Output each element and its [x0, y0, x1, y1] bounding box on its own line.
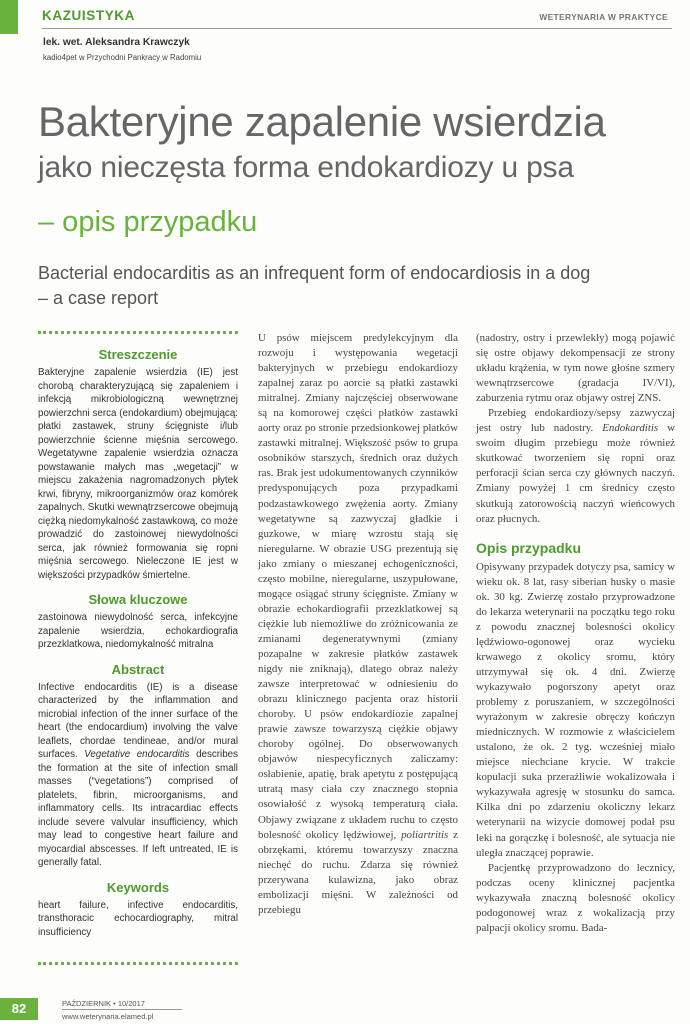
abstract-italic-term: Vegetative endocarditis: [84, 749, 190, 760]
column2-text: U psów miejscem predylekcyjnym dla rozwoju i występowania wegetacji bakteryjnych w przebiegu endokardiozy zapalnej zaraz po aorcie są płatki zastawki mitralnej. Zmiany najczęściej obserwowane są na komorowej części płatków zastawki aorty oraz po stronie przedsionkowej płatków zastawki mitralnej. Większość psów to grupa osobników starszych, średnich oraz dużych ras. Brak jest udokumentowanych czynników predysponujących poza przypadkami podzastawkowego zwężenia aorty. Zmiany wegetatywne są zazwyczaj gładkie i guzkowe, w miarę wzrostu stają się nieregularne. W obrazie USG prezentują się jako zmiany o mieszanej echogeniczności, często mobilne, nieregularne, uszypułowane, mogące osiągać struny ścięgniste. Zmiany w obrazie echokardiografii przezklatkowej są ciężkie lub niemożliwe do zróżnicowania ze zmianami degeneratywnymi (zmiany pozapalne w zakresie płatków zastawek nigdy nie zniknają), dlatego obraz należy zawsze interpretować w odniesieniu do obrazu klinicznego pacjenta oraz historii choroby. U psów endokardiozie zapalnej prawie zawsze towarzyszą ciężkie objawy choroby ogólnej. Do obserwowanych objawów niespecyficznych zaliczamy: osłabienie, apatię, brak apetytu z postępującą utratą masy ciała czy znacznego stopnia osowiałość z wysoką temperaturą ciała. Objawy związane z układem ruchu to często bolesność okolicy lędźwiowej,: [258, 332, 458, 841]
header-rule: [42, 28, 672, 29]
abstract-text-part2: describes the formation at the site of infection small masses (“vegetations”) comprised of platelets, fibrin, microorganisms, and inflammatory cells. Its intracardiac effects include severe valvular insufficiency, which may lead to congestive heart failure and myocardial abscesses. If left untreated, IE is generally fatal.: [38, 749, 238, 868]
dotted-divider: [38, 331, 238, 337]
keywords-pl-heading: Słowa kluczowe: [88, 592, 188, 607]
column3-paragraph-2: [476, 406, 675, 526]
abstract-heading: Abstract: [111, 661, 165, 677]
column2-paragraph: [258, 331, 458, 918]
author-affiliation: kadio4pet w Przychodni Pankracy w Radomiu: [43, 53, 202, 62]
keywords-en-text: heart failure, infective endocarditis, transthoracic echocardiography, mitral insufficiency: [38, 899, 238, 938]
green-edge-tab: [0, 0, 18, 34]
sidebar: [38, 331, 238, 939]
article-subtitle: jako nieczęsta forma endokardiozy u psa: [38, 151, 574, 184]
column2-text-after: z obrzękami, któremu towarzyszy znaczna niechęć do ruchu. Zdarza się również przerywana kulawizna, jako obraz embolizacji mięśni. W zależności od przebiegu: [258, 828, 458, 916]
keywords-pl-text: zastoinowa niewydolność serca, infekcyjne zapalenie wsierdzia, echokardiografia przezklatkowa, niedomykalność mitralna: [38, 612, 238, 650]
section-label: KAZUISTYKA: [42, 8, 135, 23]
column3-paragraph-4: Pacjentkę przyprowadzono do lecznicy, podczas oceny klinicznej pacjentka wykazywała znaczną bolesność okolicy podogonowej wraz z wokalizacją przy palpacji okolicy sromu. Bada-: [476, 861, 675, 934]
case-report-heading: Opis przypadku: [476, 539, 582, 556]
body-column-3: [476, 331, 675, 936]
footer-rule: [62, 1009, 182, 1010]
article-title: Bakteryjne zapalenie wsierdzia: [38, 98, 606, 145]
column3-paragraph-3: Opisywany przypadek dotyczy psa, samicy w wieku ok. 8 lat, rasy siberian husky o masie ok. 30 kg. Zwierzę zostało przyprowadzone do lekarza weterynarii na początku tego roku z powodu znacznej bolesności okolicy lędźwiowo-ogonowej oraz wycieku krwawego z okolicy sromu, który utrzymywał się ok. 4 dni. Zwierzę wykazywało pogorszony apetyt oraz problemy z poruszaniem, w szczególności wyrażonym w zakresie obręczy kończyn miednicznych. W rozmowie z właścicielem ustalono, że ok. 2 tyg. wcześniej miało miejsce niechciane krycie. W trakcie kopulacji suka przeraźliwie wokalizowała i wykazywała agresję w stosunku do samca. Kilka dni po zdarzeniu okoliczny lekarz weterynarii na wizycie domowej podał psu leki na gorączkę i bolesność, ale sytuacja nie uległa znaczącej poprawie.: [476, 560, 676, 859]
column2-italic-term: poliartritis: [401, 828, 449, 841]
para2-italic-term: Endokarditis: [602, 422, 659, 435]
summary-heading: Streszczenie: [98, 347, 178, 362]
page-number: 82: [11, 1001, 27, 1016]
footer-issue: PAŹDZIERNIK • 10/2017: [62, 999, 145, 1008]
para2-after: w swoim długim przebiegu może również skutkować tworzeniem się ropni oraz perforacji ścian serca czy głównych naczyń. Zmiany powyżej 1 cm średnicy często skutkują zatorowością naczyń wieńcowych oraz płucnych.: [476, 422, 675, 525]
english-title-line1: Bacterial endocarditis as an infrequent form of endocardiosis in a dog: [38, 263, 591, 283]
abstract-text: [38, 681, 238, 870]
abstract-text-part1: Infective endocarditis (IE) is a disease characterized by the inflammation and microbial infection of the inner surface of the heart (the endocardium) involving the valve leaflets, chordae tendineae, and/or mural surfaces.: [38, 681, 238, 760]
journal-name: WETERYNARIA W PRAKTYCE: [539, 12, 668, 22]
column3-paragraph-1: (nadostry, ostry i przewlekły) mogą pojawić się ostre objawy dekompensacji ze strony układu krążenia, w tym nowe głośne szmery wewnątrzsercowe (gradacja IV/VI), zaburzenia rytmu oraz objawy ostrej ZNS.: [476, 332, 675, 405]
para2-before: Przebieg endokardiozy/sepsy zazwyczaj jest ostry lub nadostry.: [476, 407, 675, 435]
top-bar: [0, 0, 690, 34]
english-title-line2: – a case report: [38, 288, 159, 308]
bottom-dotted-divider: [38, 962, 238, 968]
article-title-tail: – opis przypadku: [38, 206, 258, 238]
summary-text: Bakteryjne zapalenie wsierdzia (IE) jest chorobą charakteryzującą się zapaleniem i infekcją mikrobiologiczną wewnętrznej powierzchni serca (endokardium) obejmującą: płatki zastawek, struny ścięgniste i/lub powierzchnie ścienne mięśnia sercowego. Wegetatywne zapalenie wsierdzia oznacza powstawanie małych mas „wegetacji” w miejscu zakażenia nagromadzonych płytek krwi, fibryny, mikroorganizmów oraz komórek zapalnych. Skutki wewnątrzsercowe obejmują ciężką niedomykalność zastawkową, co może prowadzić do zastoinowej niewydolności serca, jak również formowania się ropni mięśnia sercowego. Nieleczone IE jest w większości przypadków śmiertelne.: [38, 367, 238, 581]
keywords-en-heading: Keywords: [106, 879, 170, 895]
body-column-2: [258, 331, 458, 918]
footer-url: www.weterynaria.elamed.pl: [62, 1012, 154, 1021]
author-name: lek. wet. Aleksandra Krawczyk: [43, 37, 190, 48]
